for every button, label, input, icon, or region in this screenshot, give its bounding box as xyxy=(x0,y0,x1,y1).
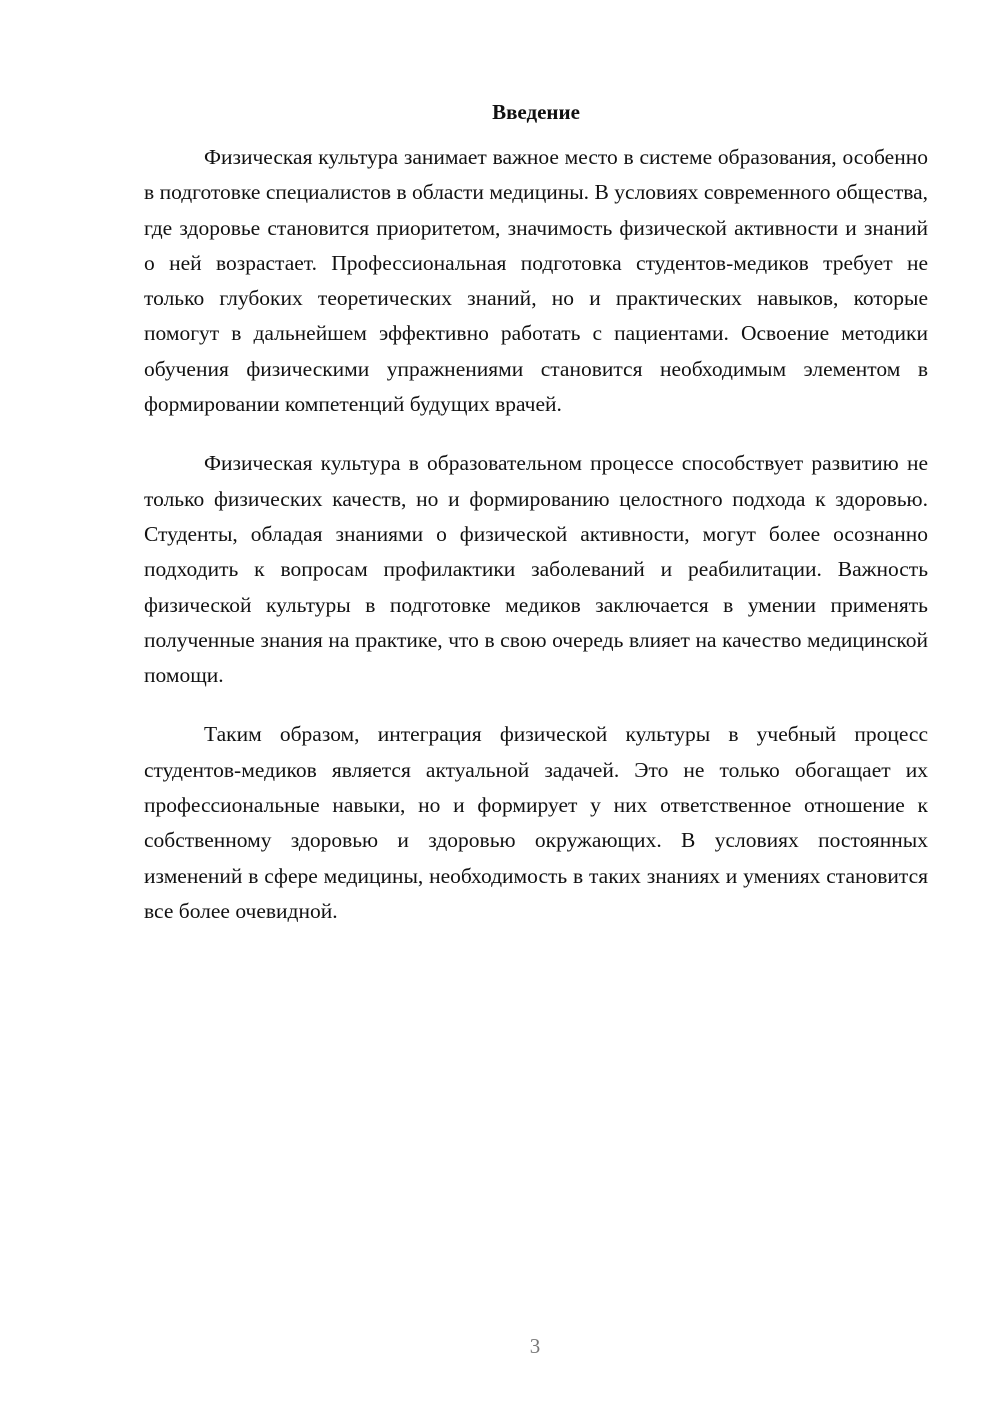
paragraph-1: Физическая культура занимает важное место в системе образования, особенно в подготовке специалистов в области медицины. В условиях современного общества, где здоровье становится приоритетом, значимость физической активности и знаний о ней возрастает. Профессиональная подготовка студентов-медиков требует не только глубоких теоретических знаний, но и практических навыков, которые помогут в дальнейшем эффективно работать с пациентами. Освоение методики обучения физическими упражнениями становится необходимым элементом в формировании компетенций будущих врачей. xyxy=(144,145,928,417)
paragraph-2: Физическая культура в образовательном процессе способствует развитию не только физических качеств, но и формированию целостного подхода к здоровью. Студенты, обладая знаниями о физической активности, могут более осознанно подходить к вопросам профилактики заболеваний и реабилитации. Важность физической культуры в подготовке медиков заключается в умении применять полученные знания на практике, что в свою очередь влияет на качество медицинской помощи. xyxy=(144,451,928,688)
page-content xyxy=(144,96,928,953)
page-number: 3 xyxy=(529,1334,541,1358)
section-heading: Введение xyxy=(492,100,580,124)
paragraph-3: Таким образом, интеграция физической культуры в учебный процесс студентов-медиков является актуальной задачей. Это не только обогащает их профессиональные навыки, но и формирует у них ответственное отношение к собственному здоровью и здоровью окружающих. В условиях постоянных изменений в сфере медицины, необходимость в таких знаниях и умениях становится все более очевидной. xyxy=(144,722,928,923)
